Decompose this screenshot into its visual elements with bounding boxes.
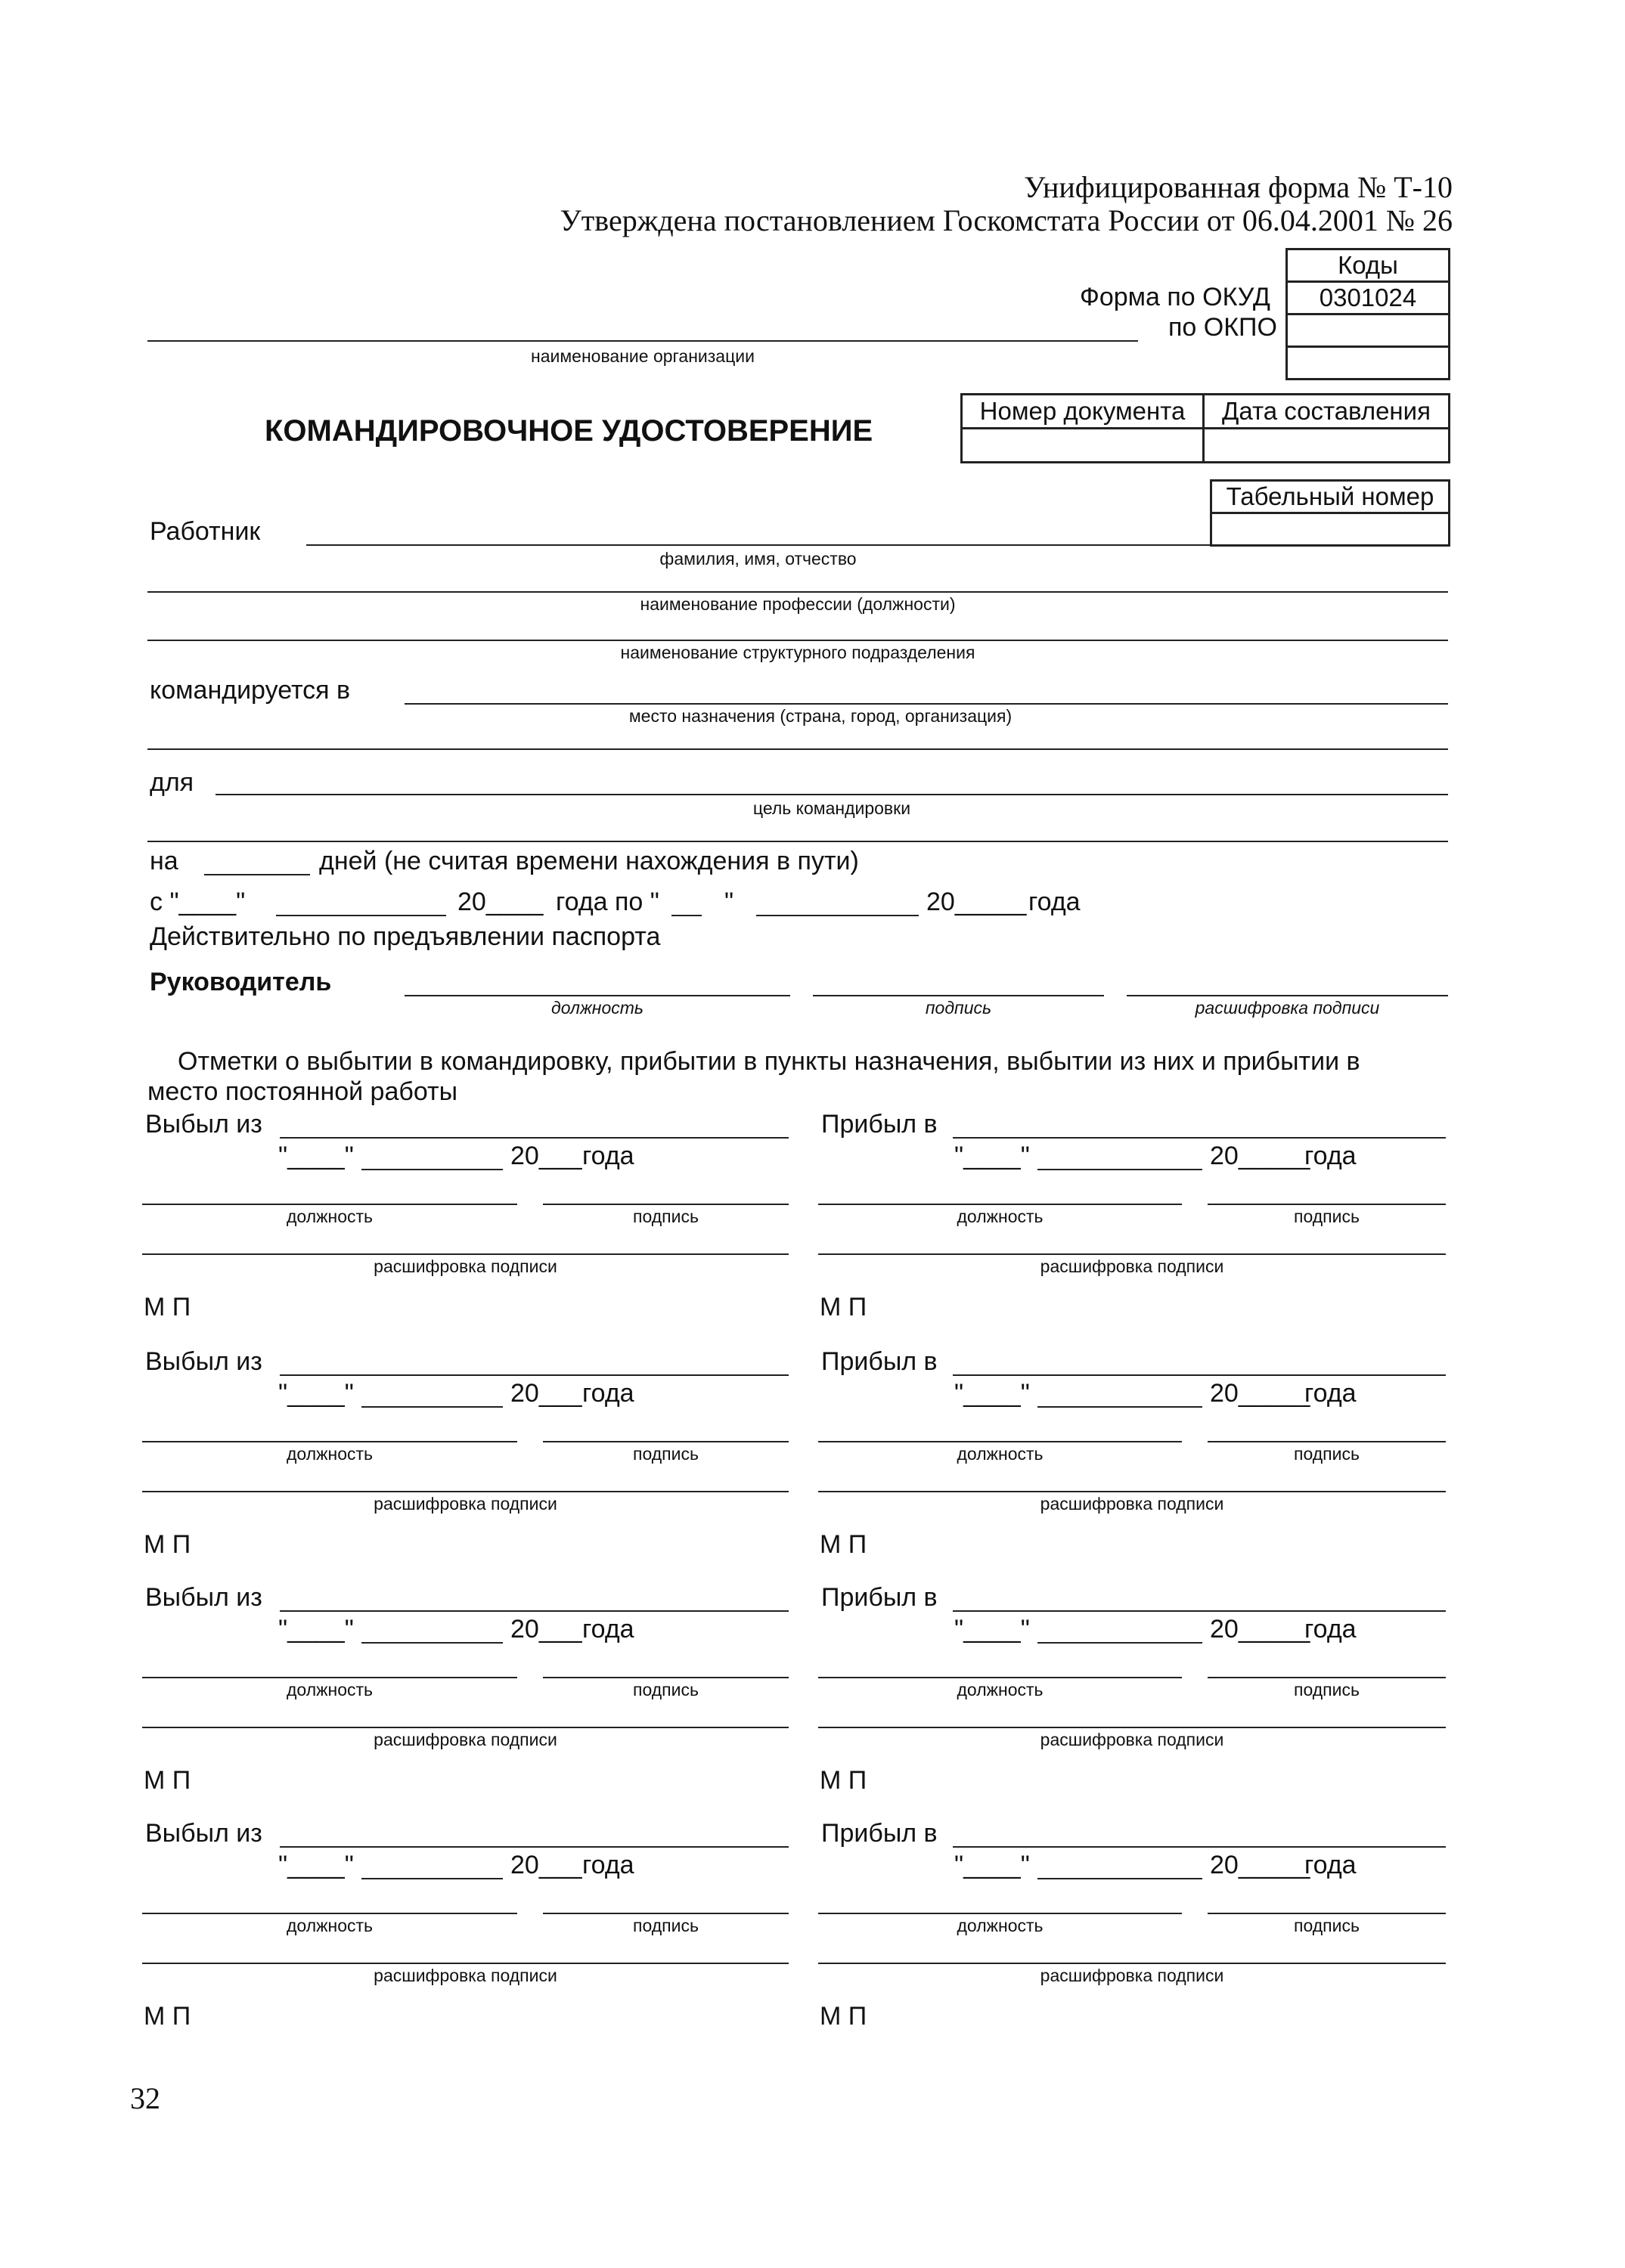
tab-number-header: Табельный номер <box>1211 481 1450 513</box>
arrived-place-line-2 <box>953 1374 1446 1376</box>
purpose-caption: цель командировки <box>752 798 911 818</box>
arrived-decoding-caption-3: расшифровка подписи <box>1040 1730 1224 1749</box>
departed-position-line-4 <box>142 1913 517 1914</box>
departed-position-caption-2: должность <box>286 1444 374 1464</box>
codes-empty-row <box>1287 347 1450 380</box>
departed-position-caption-4: должность <box>286 1916 374 1935</box>
profession-caption: наименование профессии (должности) <box>640 594 956 614</box>
arrived-decoding-caption-4: расшифровка подписи <box>1040 1966 1224 1985</box>
doc-title: КОМАНДИРОВОЧНОЕ УДОСТОВЕРЕНИЕ <box>265 414 873 448</box>
arrived-signature-caption-1: подпись <box>1294 1207 1360 1226</box>
arrived-decoding-line-4 <box>818 1963 1446 1964</box>
arrived-stamp-4: М П <box>820 2002 867 2031</box>
arrived-signature-caption-2: подпись <box>1294 1444 1360 1464</box>
arrived-label-4: Прибыл в <box>821 1819 938 1848</box>
days-prefix: на <box>150 847 178 875</box>
departed-position-line-1 <box>142 1204 517 1205</box>
approval-text: Утверждена постановлением Госкомстата России от 06.04.2001 № 26 <box>560 203 1453 237</box>
arrived-stamp-1: М П <box>820 1293 867 1321</box>
fio-caption: фамилия, имя, отчество <box>659 549 857 569</box>
purpose-line <box>216 794 1448 795</box>
departed-position-line-2 <box>142 1441 517 1442</box>
departed-stamp-1: М П <box>144 1293 191 1321</box>
departed-month-line-2 <box>361 1406 503 1408</box>
profession-line <box>147 591 1448 593</box>
arrived-date-quote-3: "____" <box>954 1615 1030 1644</box>
arrived-signature-line-4 <box>1208 1913 1446 1914</box>
period-year2: 20_____ <box>926 888 1027 916</box>
arrived-month-line-4 <box>1037 1878 1202 1879</box>
departed-decoding-line-3 <box>142 1727 789 1728</box>
departed-decoding-caption-1: расшифровка подписи <box>374 1256 557 1276</box>
okpo-value <box>1287 314 1450 347</box>
arrived-year-3: 20_____ <box>1210 1615 1310 1644</box>
arrived-position-line-3 <box>818 1677 1182 1678</box>
org-caption: наименование организации <box>531 346 755 366</box>
period-mid: года по " <box>556 888 659 916</box>
arrived-position-caption-1: должность <box>957 1207 1044 1226</box>
departed-year-1: 20___ <box>510 1142 582 1170</box>
departed-date-quote-2: "____" <box>278 1379 354 1408</box>
departed-place-line-4 <box>280 1846 789 1848</box>
departed-signature-caption-3: подпись <box>633 1680 699 1699</box>
departed-stamp-4: М П <box>144 2002 191 2031</box>
departed-month-line-3 <box>361 1642 503 1644</box>
arrived-date-quote-4: "____" <box>954 1851 1030 1879</box>
departed-signature-caption-4: подпись <box>633 1916 699 1935</box>
departed-month-line-4 <box>361 1878 503 1879</box>
worker-line <box>306 544 1210 546</box>
department-line <box>147 640 1448 641</box>
arrived-stamp-2: М П <box>820 1530 867 1559</box>
departed-year-word-2: года <box>582 1379 634 1408</box>
departed-position-line-3 <box>142 1677 517 1678</box>
destination-line <box>405 703 1448 705</box>
doc-number-header: Номер документа <box>962 395 1204 429</box>
departed-place-line-3 <box>280 1610 789 1612</box>
department-caption: наименование структурного подразделения <box>620 643 975 662</box>
departed-place-line-1 <box>280 1137 789 1139</box>
marks-text: Отметки о выбытии в командировку, прибытии в пункты назначения, выбытии из них и прибытии в место постоянной работы <box>147 1047 1360 1106</box>
for-label: для <box>150 768 194 797</box>
arrived-month-line-1 <box>1037 1169 1202 1170</box>
departed-decoding-line-1 <box>142 1253 789 1255</box>
arrived-stamp-3: М П <box>820 1766 867 1795</box>
days-text: дней (не считая времени нахождения в пути) <box>319 847 859 875</box>
arrived-place-line-1 <box>953 1137 1446 1139</box>
departed-signature-line-3 <box>543 1677 789 1678</box>
arrived-label-2: Прибыл в <box>821 1347 938 1376</box>
departed-month-line-1 <box>361 1169 503 1170</box>
okud-value: 0301024 <box>1287 282 1450 314</box>
arrived-year-word-2: года <box>1304 1379 1357 1408</box>
departed-label-3: Выбыл из <box>145 1583 262 1612</box>
codes-title: Коды <box>1287 249 1450 282</box>
departed-year-word-4: года <box>582 1851 634 1879</box>
codes-table <box>1285 248 1450 380</box>
arrived-position-caption-4: должность <box>957 1916 1044 1935</box>
period-from-month <box>276 915 446 916</box>
arrived-month-line-2 <box>1037 1406 1202 1408</box>
departed-label-4: Выбыл из <box>145 1819 262 1848</box>
tab-number-table <box>1210 479 1450 547</box>
arrived-year-1: 20_____ <box>1210 1142 1310 1170</box>
head-signature-line <box>813 995 1104 996</box>
destination-line-2 <box>147 748 1448 750</box>
arrived-year-2: 20_____ <box>1210 1379 1310 1408</box>
arrived-place-line-3 <box>953 1610 1446 1612</box>
doc-date-header: Дата составления <box>1203 395 1449 429</box>
arrived-year-4: 20_____ <box>1210 1851 1310 1879</box>
arrived-decoding-line-2 <box>818 1491 1446 1492</box>
departed-year-4: 20___ <box>510 1851 582 1879</box>
head-decoding-line <box>1127 995 1448 996</box>
departed-position-caption-3: должность <box>286 1680 374 1699</box>
arrived-position-line-4 <box>818 1913 1182 1914</box>
doc-number-table <box>960 393 1450 463</box>
departed-year-2: 20___ <box>510 1379 582 1408</box>
arrived-year-word-4: года <box>1304 1851 1357 1879</box>
doc-date-value <box>1203 429 1449 463</box>
arrived-decoding-caption-1: расшифровка подписи <box>1040 1256 1224 1276</box>
departed-decoding-caption-3: расшифровка подписи <box>374 1730 557 1749</box>
worker-label: Работник <box>150 517 261 546</box>
departed-year-3: 20___ <box>510 1615 582 1644</box>
period-quote-close: " <box>724 888 734 916</box>
form-name: Унифицированная форма № Т-10 <box>1024 170 1453 204</box>
arrived-signature-line-1 <box>1208 1204 1446 1205</box>
passport-note: Действительно по предъявлении паспорта <box>150 922 661 951</box>
departed-stamp-3: М П <box>144 1766 191 1795</box>
departed-position-caption-1: должность <box>286 1207 374 1226</box>
period-end: года <box>1028 888 1081 916</box>
departed-year-word-1: года <box>582 1142 634 1170</box>
head-label: Руководитель <box>150 968 332 996</box>
arrived-date-quote-1: "____" <box>954 1142 1030 1170</box>
departed-label-2: Выбыл из <box>145 1347 262 1376</box>
arrived-signature-line-2 <box>1208 1441 1446 1442</box>
departed-place-line-2 <box>280 1374 789 1376</box>
arrived-position-caption-3: должность <box>957 1680 1044 1699</box>
arrived-position-line-2 <box>818 1441 1182 1442</box>
arrived-signature-caption-3: подпись <box>1294 1680 1360 1699</box>
departed-signature-line-2 <box>543 1441 789 1442</box>
departed-date-quote-3: "____" <box>278 1615 354 1644</box>
okud-label: Форма по ОКУД <box>1080 283 1270 311</box>
destination-caption: место назначения (страна, город, организация) <box>628 706 1013 726</box>
head-position-caption: должность <box>551 998 643 1018</box>
departed-decoding-line-2 <box>142 1491 789 1492</box>
arrived-decoding-line-1 <box>818 1253 1446 1255</box>
departed-signature-caption-2: подпись <box>633 1444 699 1464</box>
departed-signature-caption-1: подпись <box>633 1207 699 1226</box>
okpo-label: по ОКПО <box>1168 313 1277 342</box>
departed-decoding-line-4 <box>142 1963 789 1964</box>
arrived-date-quote-2: "____" <box>954 1379 1030 1408</box>
departed-date-quote-1: "____" <box>278 1142 354 1170</box>
period-to-month <box>756 915 919 916</box>
org-line <box>147 340 1138 342</box>
period-from: с "____" <box>150 888 246 916</box>
arrived-place-line-4 <box>953 1846 1446 1848</box>
arrived-position-caption-2: должность <box>957 1444 1044 1464</box>
period-year1: 20____ <box>457 888 544 916</box>
departed-year-word-3: года <box>582 1615 634 1644</box>
departed-date-quote-4: "____" <box>278 1851 354 1879</box>
arrived-year-word-3: года <box>1304 1615 1357 1644</box>
doc-number-value <box>962 429 1204 463</box>
arrived-decoding-line-3 <box>818 1727 1446 1728</box>
departed-signature-line-4 <box>543 1913 789 1914</box>
arrived-position-line-1 <box>818 1204 1182 1205</box>
head-position-line <box>405 995 790 996</box>
arrived-signature-line-3 <box>1208 1677 1446 1678</box>
sent-to-label: командируется в <box>150 676 351 705</box>
page-number: 32 <box>130 2081 160 2115</box>
days-blank <box>204 874 310 875</box>
departed-signature-line-1 <box>543 1204 789 1205</box>
departed-stamp-2: М П <box>144 1530 191 1559</box>
departed-decoding-caption-2: расшифровка подписи <box>374 1494 557 1514</box>
purpose-line-2 <box>147 841 1448 842</box>
head-decoding-caption: расшифровка подписи <box>1195 998 1380 1018</box>
arrived-decoding-caption-2: расшифровка подписи <box>1040 1494 1224 1514</box>
head-signature-caption: подпись <box>925 998 992 1018</box>
period-to-day <box>671 915 702 916</box>
arrived-label-1: Прибыл в <box>821 1110 938 1139</box>
arrived-label-3: Прибыл в <box>821 1583 938 1612</box>
departed-decoding-caption-4: расшифровка подписи <box>374 1966 557 1985</box>
tab-number-value <box>1211 513 1450 546</box>
arrived-signature-caption-4: подпись <box>1294 1916 1360 1935</box>
departed-label-1: Выбыл из <box>145 1110 262 1139</box>
arrived-year-word-1: года <box>1304 1142 1357 1170</box>
arrived-month-line-3 <box>1037 1642 1202 1644</box>
